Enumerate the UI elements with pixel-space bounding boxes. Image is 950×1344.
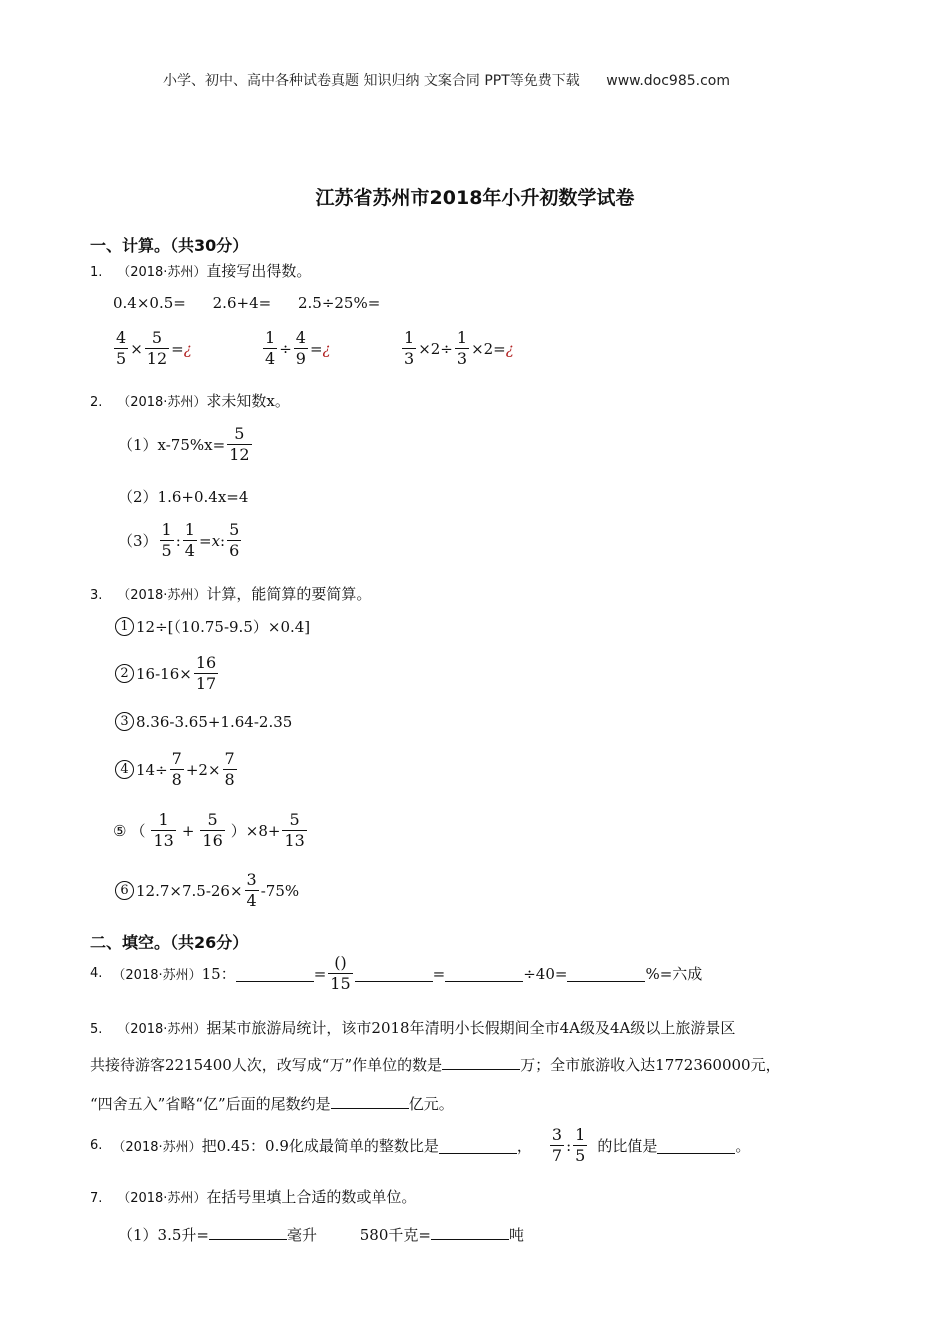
q3-item-5: ⑤ （ $\frac{1}{13}$ + $\frac{5}{16}$ ）×8+ $\frac{5}{13}$ bbox=[113, 810, 305, 850]
fraction: $\frac{4}{9}$ bbox=[295, 328, 306, 368]
answer-blank[interactable] bbox=[439, 1137, 517, 1154]
question-text: 求未知数x。 bbox=[206, 392, 290, 410]
question-source: （2018·苏州） bbox=[117, 588, 207, 603]
header-text: 小学、初中、高中各种试卷真题 知识归纳 文案合同 PPT等免费下载 bbox=[163, 73, 580, 89]
q5-line-3: “四舍五入”省略“亿”后面的尾数约是 亿元。 bbox=[90, 1092, 454, 1114]
question-number: 1. bbox=[90, 265, 103, 280]
q3-item-3: 3 8.36-3.65+1.64-2.35 bbox=[115, 712, 292, 731]
question-4: 4. （2018·苏州） 15： = $\frac{()}{15}$ = ÷40= %=六成 bbox=[90, 953, 703, 993]
question-7: 7. （2018·苏州）在括号里填上合适的数或单位。 bbox=[90, 1188, 417, 1206]
q5-line-2: 共接待游客2215400人次，改写成“万”作单位的数是 万；全市旅游收入达1772360000元， bbox=[90, 1053, 781, 1075]
fraction: $\frac{7}{8}$ bbox=[224, 749, 235, 789]
q1-expr-1: 0.4×0.5= bbox=[113, 294, 186, 312]
header-site-link[interactable]: www.doc985.com bbox=[606, 73, 730, 89]
fraction: $\frac{5}{13}$ bbox=[284, 810, 305, 850]
fraction: $\frac{3}{7}$ bbox=[551, 1125, 563, 1165]
q1-expr-3: 2.5÷25%= bbox=[297, 294, 381, 312]
question-source: （2018·苏州） bbox=[117, 395, 207, 410]
q1-frac-expr-1: $\frac{4}{5}$ × $\frac{5}{12}$ = ¿ bbox=[116, 328, 192, 368]
q2-part-2: （2）1.6+0.4x=4 bbox=[118, 488, 249, 506]
q3-item-4: 4 14÷ $\frac{7}{8}$ +2× $\frac{7}{8}$ bbox=[115, 749, 239, 790]
q1-expr-2: 2.6+4= bbox=[212, 294, 272, 312]
question-number: 2. bbox=[90, 395, 103, 410]
question-text: 计算，能简算的要简算。 bbox=[206, 585, 372, 603]
page-title: 江苏省苏州市2018年小升初数学试卷 bbox=[315, 187, 635, 209]
fraction: $\frac{()}{15}$ bbox=[330, 953, 351, 993]
q2-part-3: （3） $\frac{1}{5}$ : $\frac{1}{4}$ = x : $\frac{5}{6}$ bbox=[118, 520, 240, 560]
question-1 bbox=[90, 260, 311, 281]
question-source: （2018·苏州） bbox=[117, 265, 207, 280]
q3-item-6: 6 12.7×7.5-26× $\frac{3}{4}$ -75% bbox=[115, 870, 299, 911]
question-5: 5. （2018·苏州）据某市旅游局统计，该市2018年清明小长假期间全市4A级及4A级以上旅游景区 bbox=[90, 1019, 736, 1037]
q3-item-1: 1 12÷[（10.75-9.5）×0.4] bbox=[115, 616, 310, 637]
fraction: $\frac{5}{12}$ bbox=[229, 424, 250, 464]
fraction: $\frac{1}{5}$ bbox=[575, 1125, 586, 1165]
question-2 bbox=[90, 390, 290, 411]
q3-item-2: 2 16-16× $\frac{16}{17}$ bbox=[115, 653, 220, 694]
fraction: $\frac{5}{16}$ bbox=[202, 810, 223, 850]
fraction: $\frac{1}{13}$ bbox=[153, 810, 174, 850]
answer-blank[interactable] bbox=[355, 965, 433, 982]
header-banner bbox=[163, 70, 730, 90]
q1-row-1 bbox=[113, 294, 380, 312]
question-text: 直接写出得数。 bbox=[206, 262, 312, 280]
fraction: $\frac{1}{4}$ bbox=[184, 520, 195, 560]
fraction: $\frac{3}{4}$ bbox=[246, 870, 257, 910]
question-3 bbox=[90, 583, 371, 604]
answer-blank[interactable] bbox=[567, 965, 645, 982]
question-6: 6. （2018·苏州） 把0.45：0.9化成最简单的整数比是 ， $\frac{3}{7}$ : $\frac{1}{5}$ 的比值是 。 bbox=[90, 1125, 751, 1165]
fraction: $\frac{1}{3}$ bbox=[404, 328, 415, 368]
answer-blank[interactable] bbox=[236, 965, 314, 982]
fraction: $\frac{5}{6}$ bbox=[229, 520, 240, 560]
fraction: $\frac{1}{5}$ bbox=[161, 520, 172, 560]
question-number: 7. bbox=[90, 1191, 103, 1206]
answer-blank[interactable] bbox=[431, 1223, 509, 1240]
fraction: $\frac{4}{5}$ bbox=[116, 328, 127, 368]
answer-blank[interactable] bbox=[442, 1053, 520, 1070]
question-number: 4. bbox=[90, 966, 103, 981]
q2-part-1: （1）x-75%x= $\frac{5}{12}$ bbox=[118, 424, 250, 464]
section-1-heading: 一、计算。（共30分） bbox=[90, 236, 249, 255]
question-number: 6. bbox=[90, 1138, 103, 1153]
question-number: 3. bbox=[90, 588, 103, 603]
question-source: （2018·苏州） bbox=[112, 1140, 202, 1155]
q7-part-1: （1）3.5升= 毫升 580千克= 吨 bbox=[118, 1223, 524, 1245]
question-source: （2018·苏州） bbox=[117, 1191, 207, 1206]
q1-frac-expr-2: $\frac{1}{4}$ ÷ $\frac{4}{9}$ = ¿ bbox=[265, 328, 331, 368]
question-source: （2018·苏州） bbox=[112, 968, 202, 983]
answer-blank[interactable] bbox=[331, 1092, 409, 1109]
fraction: $\frac{16}{17}$ bbox=[195, 653, 217, 693]
answer-blank[interactable] bbox=[445, 965, 523, 982]
fraction: $\frac{1}{4}$ bbox=[265, 328, 276, 368]
question-source: （2018·苏州） bbox=[117, 1022, 207, 1037]
fraction: $\frac{1}{3}$ bbox=[456, 328, 468, 368]
answer-blank[interactable] bbox=[209, 1223, 287, 1240]
question-number: 5. bbox=[90, 1022, 103, 1037]
section-2-heading: 二、填空。（共26分） bbox=[90, 933, 249, 952]
fraction: $\frac{5}{12}$ bbox=[146, 328, 168, 368]
fraction: $\frac{7}{8}$ bbox=[171, 749, 182, 789]
q1-frac-expr-3: $\frac{1}{3}$ ×2÷ $\frac{1}{3}$ ×2= ¿ bbox=[404, 328, 514, 368]
answer-blank[interactable] bbox=[657, 1137, 735, 1154]
